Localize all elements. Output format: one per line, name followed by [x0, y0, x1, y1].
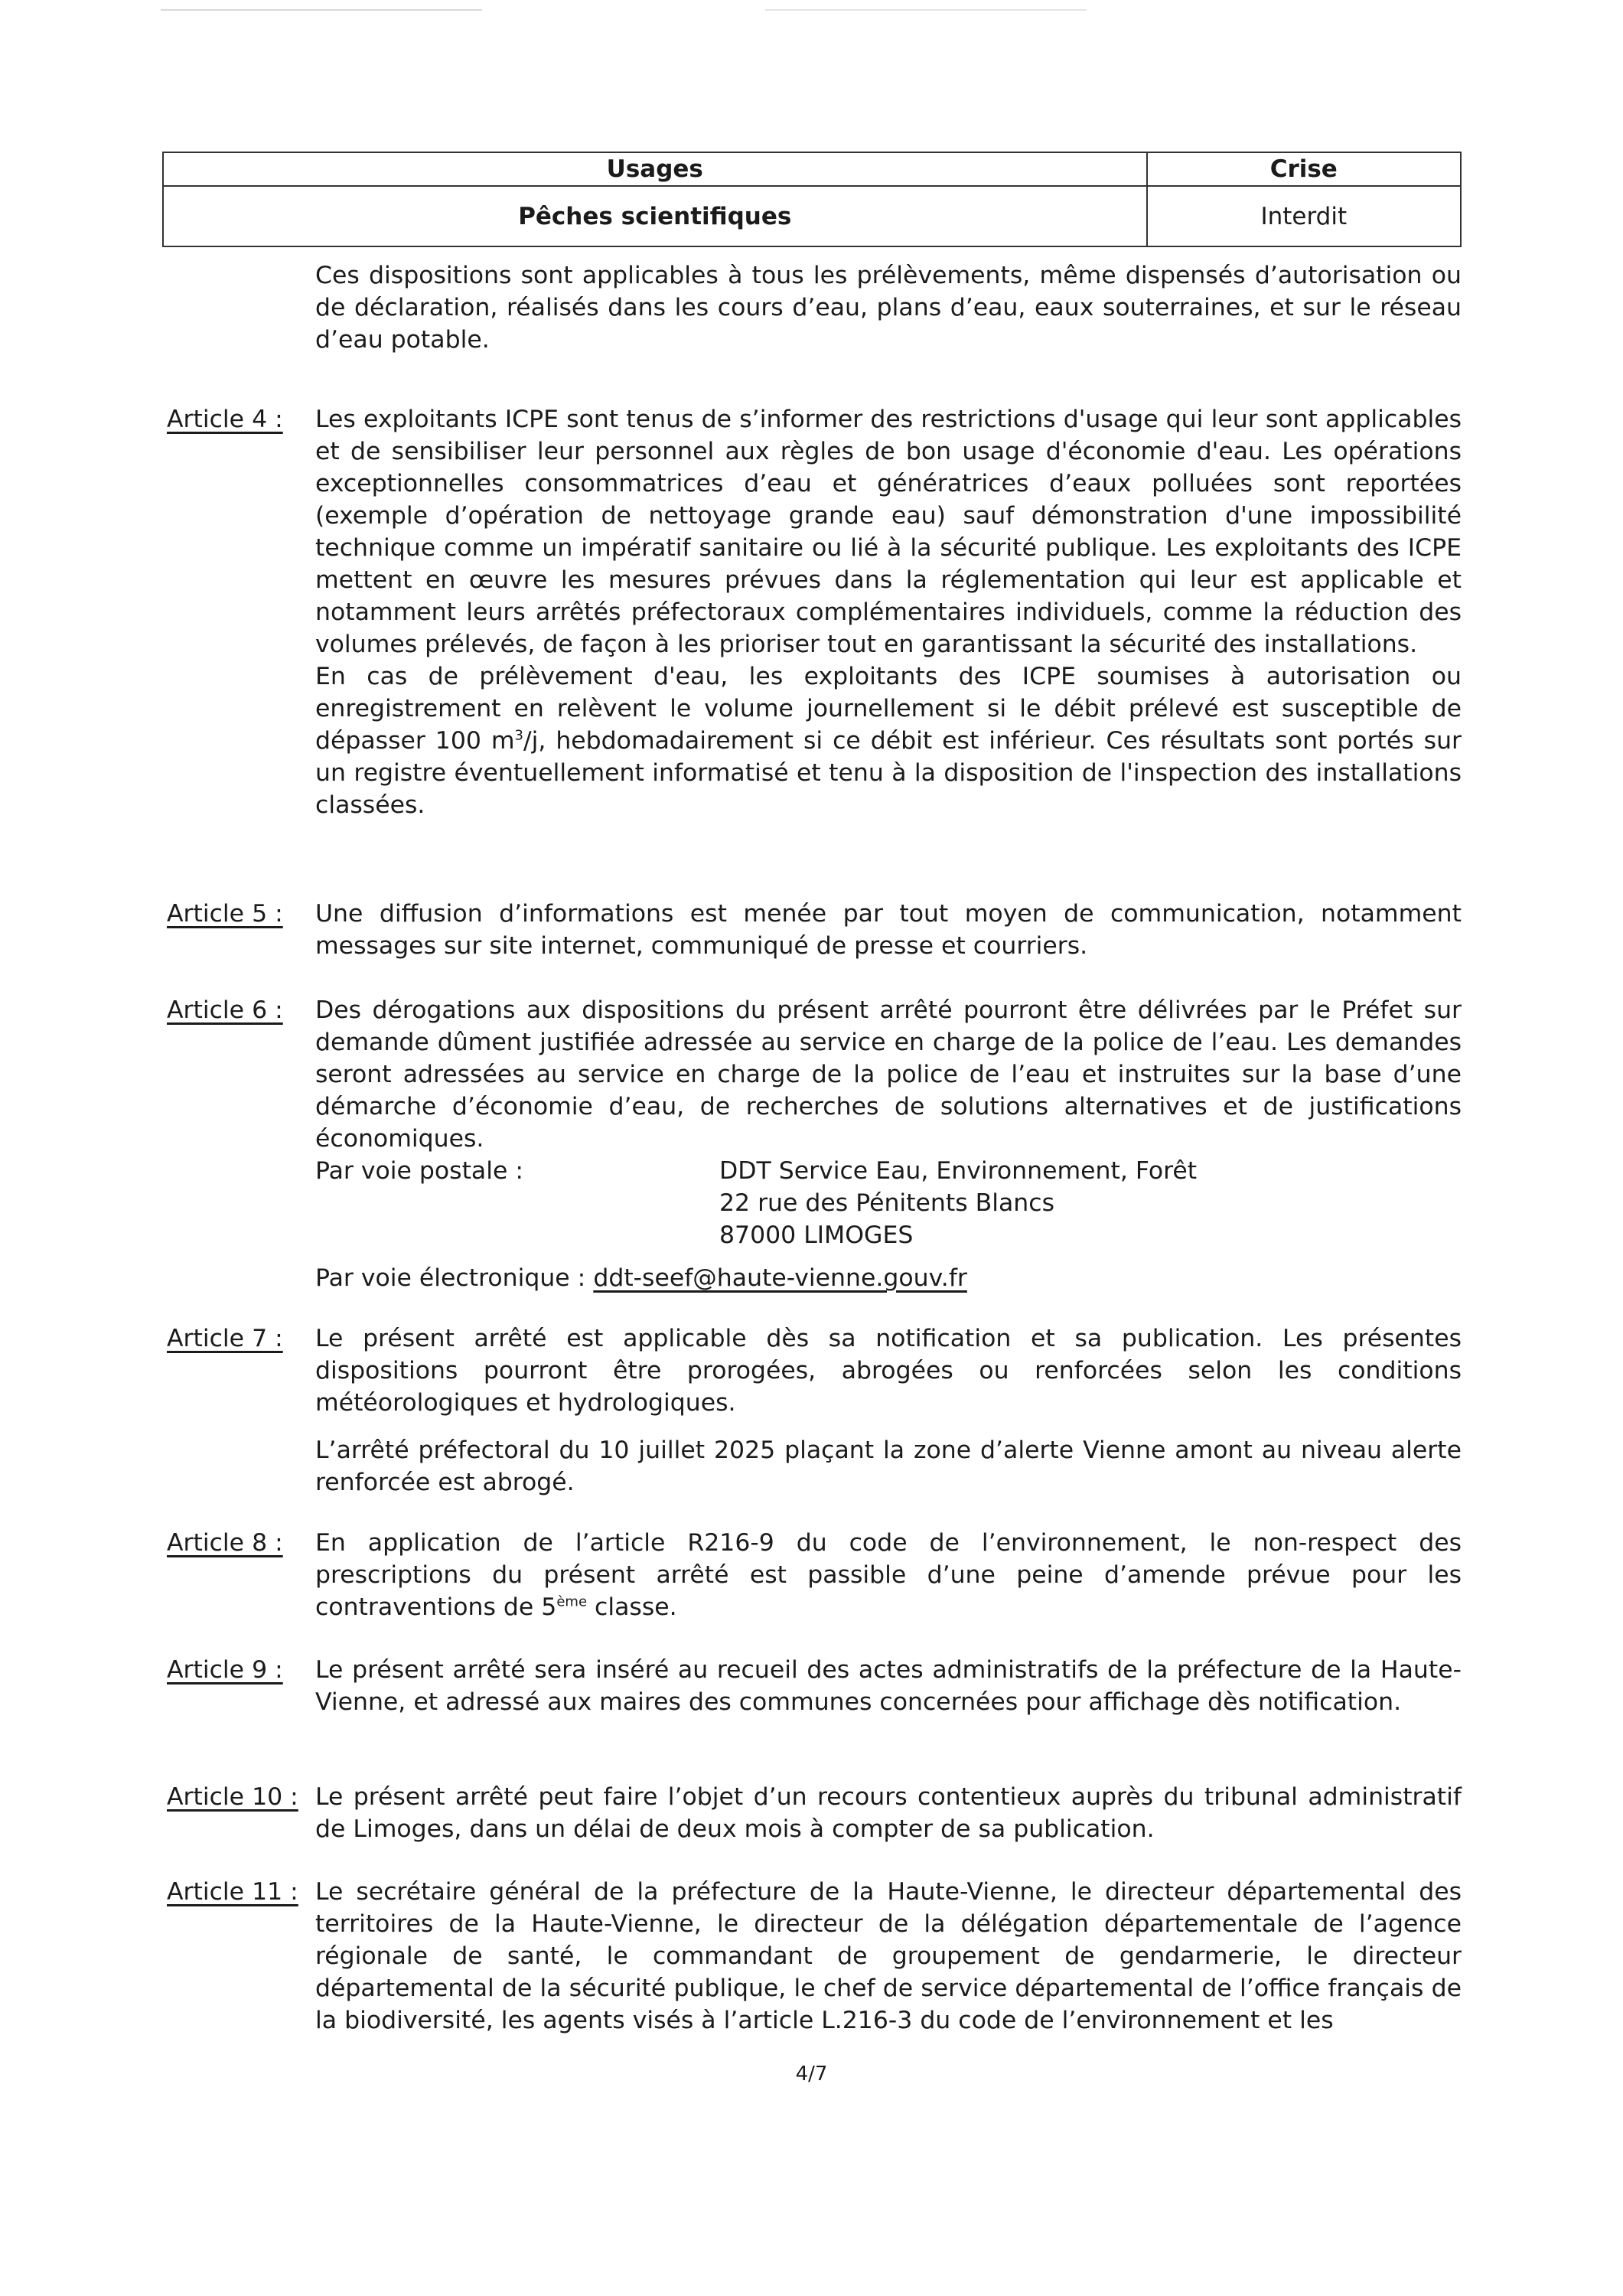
- article-7-paragraph-1: Le présent arrêté est applicable dès sa notification et sa publication. Les présentes dispositions pourront être prorogées, abrogées ou renforcées selon les conditions météorologiques et hydrologiques.: [315, 1325, 1462, 1417]
- article-10: [167, 1781, 1462, 1845]
- article-8-label: Article 8 :: [167, 1529, 283, 1557]
- article-5: [167, 898, 1462, 962]
- article-7-label: Article 7 :: [167, 1325, 283, 1352]
- table-cell-usage: Pêches scientifiques: [163, 186, 1147, 246]
- usages-table: [162, 152, 1462, 247]
- article-11: [167, 1876, 1462, 2037]
- article-8: [167, 1527, 1462, 1623]
- article-4-paragraph-2: En cas de prélèvement d'eau, les exploitants des ICPE soumises à autorisation ou enregistrement en relèvent le volume journellement si le débit prélevé est susceptible de dépasser 100 $m^3/j$, hebdomadairement si ce débit est inférieur. Ces résultats sont portés sur un registre éventuellement informatisé et tenu à la disposition de l'inspection des installations classées.: [315, 663, 1462, 819]
- article-5-label: Article 5 :: [167, 900, 283, 928]
- postal-address: DDT Service Eau, Environnement, Forêt 22 rue des Pénitents Blancs 87000 LIMOGES: [719, 1157, 1198, 1249]
- article-5-paragraph: Une diffusion d’informations est menée par tout moyen de communication, notamment messages sur site internet, communiqué de presse et courriers.: [315, 900, 1462, 960]
- postal-address-block: [315, 1155, 1462, 1251]
- scan-artifact: [161, 9, 482, 11]
- page-number: 4/7: [795, 2063, 828, 2086]
- postal-label: Par voie postale :: [315, 1157, 523, 1185]
- article-6: [167, 994, 1462, 1294]
- article-10-label: Article 10 :: [167, 1783, 298, 1811]
- article-7-paragraph-2: L’arrêté préfectoral du 10 juillet 2025 plaçant la zone d’alerte Vienne amont au niveau alerte renforcée est abrogé.: [315, 1437, 1462, 1496]
- table-row: [163, 186, 1461, 246]
- email-label: Par voie électronique :: [315, 1264, 586, 1292]
- article-6-paragraph: Des dérogations aux dispositions du présent arrêté pourront être délivrées par le Préfet sur demande dûment justifiée adressée au service en charge de la police de l’eau. Les demandes seront adressées au service en charge de la police de l’eau et instruites sur la base d’une démarche d’économie d’eau, de recherches de solutions alternatives et de justifications économiques.: [315, 996, 1462, 1153]
- table-header-row: [163, 152, 1461, 186]
- article-11-label: Article 11 :: [167, 1878, 298, 1906]
- article-7: [167, 1322, 1462, 1499]
- article-11-paragraph: Le secrétaire général de la préfecture de la Haute-Vienne, le directeur départemental des territoires de la Haute-Vienne, le directeur de la délégation départementale de l’agence régionale de santé, le commandant de groupement de gendarmerie, le directeur départemental de la sécurité publique, le chef de service départemental de l’office français de la biodiversité, les agents visés à l’article L.216-3 du code de l’environnement et les: [315, 1878, 1462, 2034]
- article-6-label: Article 6 :: [167, 996, 283, 1024]
- article-9: [167, 1654, 1462, 1718]
- table-header-crise: Crise: [1147, 152, 1461, 186]
- scan-artifact: [765, 9, 1087, 11]
- article-8-paragraph: En application de l’article R216-9 du code de l’environnement, le non-respect des prescriptions du présent arrêté est passible d’une peine d’amende prévue pour les contraventions de 5ème classe.: [315, 1529, 1462, 1621]
- intro-paragraph: Ces dispositions sont applicables à tous les prélèvements, même dispensés d’autorisation ou de déclaration, réalisés dans les cours d’eau, plans d’eau, eaux souterraines, et sur le réseau d’eau potable.: [315, 262, 1462, 354]
- article-4-paragraph-1: Les exploitants ICPE sont tenus de s’informer des restrictions d'usage qui leur sont applicables et de sensibiliser leur personnel aux règles de bon usage d'économie d'eau. Les opérations exceptionnelles consommatrices d’eau et génératrices d’eaux polluées sont reportées (exemple d’opération de nettoyage grande eau) sauf démonstration d'une impossibilité technique comme un impératif sanitaire ou lié à la sécurité publique. Les exploitants des ICPE mettent en œuvre les mesures prévues dans la réglementation qui leur est applicable et notamment leurs arrêtés préfectoraux complémentaires individuels, comme la réduction des volumes prélevés, de façon à les prioriser tout en garantissant la sécurité des installations.: [315, 406, 1462, 658]
- email-link[interactable]: ddt-seef@haute-vienne.gouv.fr: [593, 1264, 967, 1292]
- article-4-label: Article 4 :: [167, 406, 283, 433]
- article-9-paragraph: Le présent arrêté sera inséré au recueil des actes administratifs de la préfecture de la Haute-Vienne, et adressé aux maires des communes concernées pour affichage dès notification.: [315, 1656, 1462, 1716]
- email-line: [315, 1262, 1462, 1294]
- article-10-paragraph: Le présent arrêté peut faire l’objet d’un recours contentieux auprès du tribunal administratif de Limoges, dans un délai de deux mois à compter de sa publication.: [315, 1783, 1462, 1843]
- article-4: [167, 403, 1462, 821]
- table-header-usages: Usages: [163, 152, 1147, 186]
- table-cell-crise: Interdit: [1147, 186, 1461, 246]
- article-9-label: Article 9 :: [167, 1656, 283, 1684]
